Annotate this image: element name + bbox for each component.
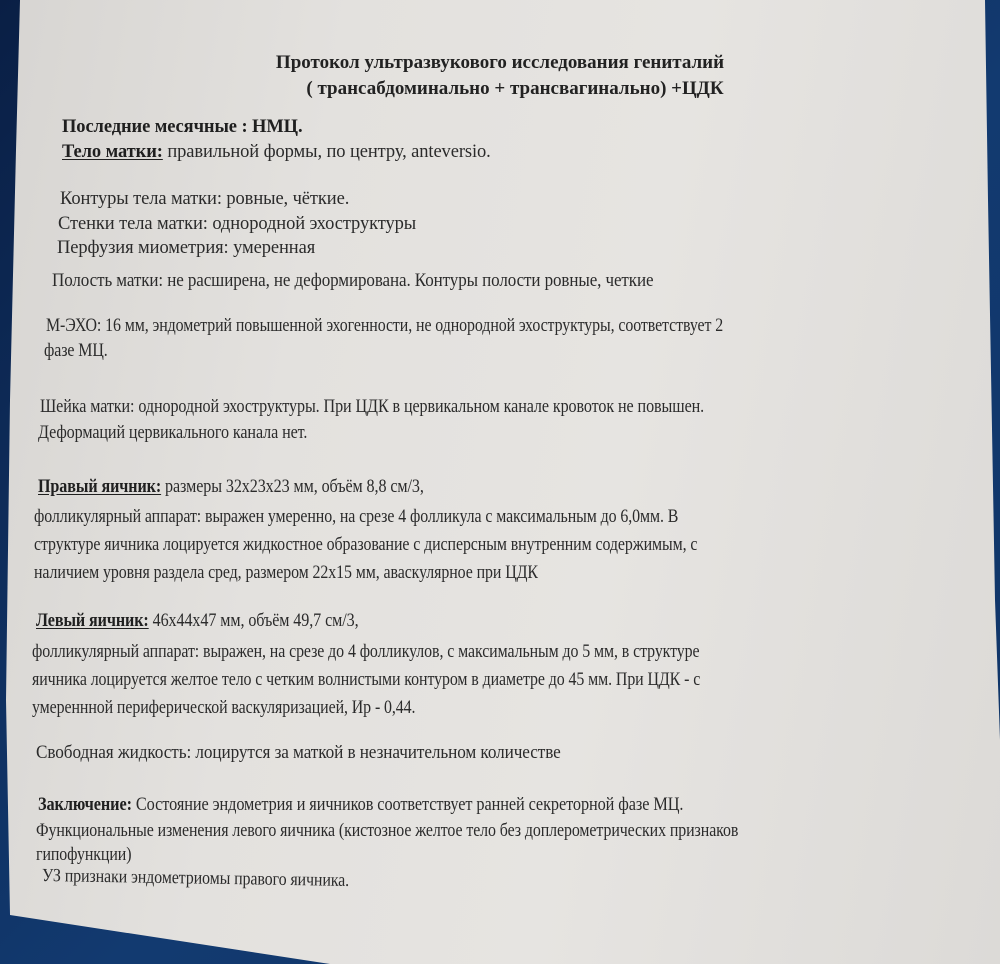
right-ovary-line-2: фолликулярный аппарат: выражен умеренно, на срезе 4 фолликула с максимальным до 6,0мм. В (34, 507, 679, 527)
conclusion-line-2: Функциональные изменения левого яичника (кистозное желтое тело без доплерометрических признаков (36, 821, 739, 841)
cervix-line-2: Деформаций цервикального канала нет. (38, 423, 308, 443)
uterus-contours-line: Контуры тела матки: ровные, чёткие. (60, 189, 350, 209)
right-ovary-label: Правый яичник: (38, 477, 162, 497)
uterine-cavity-line: Полость матки: не расширена, не деформирована. Контуры полости ровные, четкие (52, 271, 654, 291)
conclusion-line-3: гипофункции) (36, 845, 132, 865)
left-ovary-line-4: умереннной периферической васкуляризацией, Ир - 0,44. (32, 698, 416, 718)
conclusion-line-4: УЗ признаки эндометриомы правого яичника. (41, 866, 350, 891)
free-fluid-line: Свободная жидкость: лоцирутся за маткой в незначительном количестве (36, 743, 561, 763)
left-ovary-size: 46х44х47 мм, объём 49,7 см/3, (148, 611, 359, 631)
left-ovary-line-2: фолликулярный аппарат: выражен, на срезе до 4 фолликулов, с максимальным до 5 мм, в структуре (32, 642, 700, 662)
last-period-line: Последние месячные : НМЦ. (62, 117, 303, 137)
conclusion-text: Состояние эндометрия и яичников соответствует ранней секреторной фазе МЦ. (131, 795, 684, 815)
conclusion-label: Заключение: (38, 795, 132, 815)
right-ovary-size: размеры 32х23х23 мм, объём 8,8 см/3, (161, 477, 424, 497)
uterus-walls-line: Стенки тела матки: однородной эхоструктуры (58, 214, 417, 234)
uterus-body-text: правильной формы, по центру, anteversio. (162, 142, 491, 162)
uterus-body-label: Тело матки: (62, 142, 163, 162)
myometrium-perfusion-line: Перфузия миометрия: умеренная (57, 238, 316, 258)
left-ovary-label: Левый яичник: (36, 611, 149, 631)
conclusion-line-1 (38, 795, 683, 816)
m-echo-line-2: фазе МЦ. (44, 341, 108, 361)
left-ovary-line-1 (36, 611, 359, 632)
document-subtitle: ( трансабдоминально + трансвагинально) +ЦДК (306, 78, 724, 99)
right-ovary-line-4: наличием уровня раздела сред, размером 22х15 мм, аваскулярное при ЦДК (34, 563, 538, 583)
left-ovary-line-3: яичника лоцируется желтое тело с четким волнистыми контуром в диаметре до 45 мм. При ЦДК - с (32, 670, 701, 690)
document-title: Протокол ультразвукового исследования гениталий (275, 52, 725, 73)
right-ovary-line-3: структуре яичника лоцируется жидкостное образование с дисперсным внутренним содержимым, с (34, 535, 698, 555)
uterus-body-line (62, 142, 491, 163)
right-ovary-line-1 (38, 477, 424, 498)
cervix-line-1: Шейка матки: однородной эхоструктуры. При ЦДК в цервикальном канале кровоток не повышен. (40, 397, 705, 417)
m-echo-line-1: М-ЭХО: 16 мм, эндометрий повышенной эхогенности, не однородной эхоструктуры, соответствует 2 (46, 316, 724, 336)
